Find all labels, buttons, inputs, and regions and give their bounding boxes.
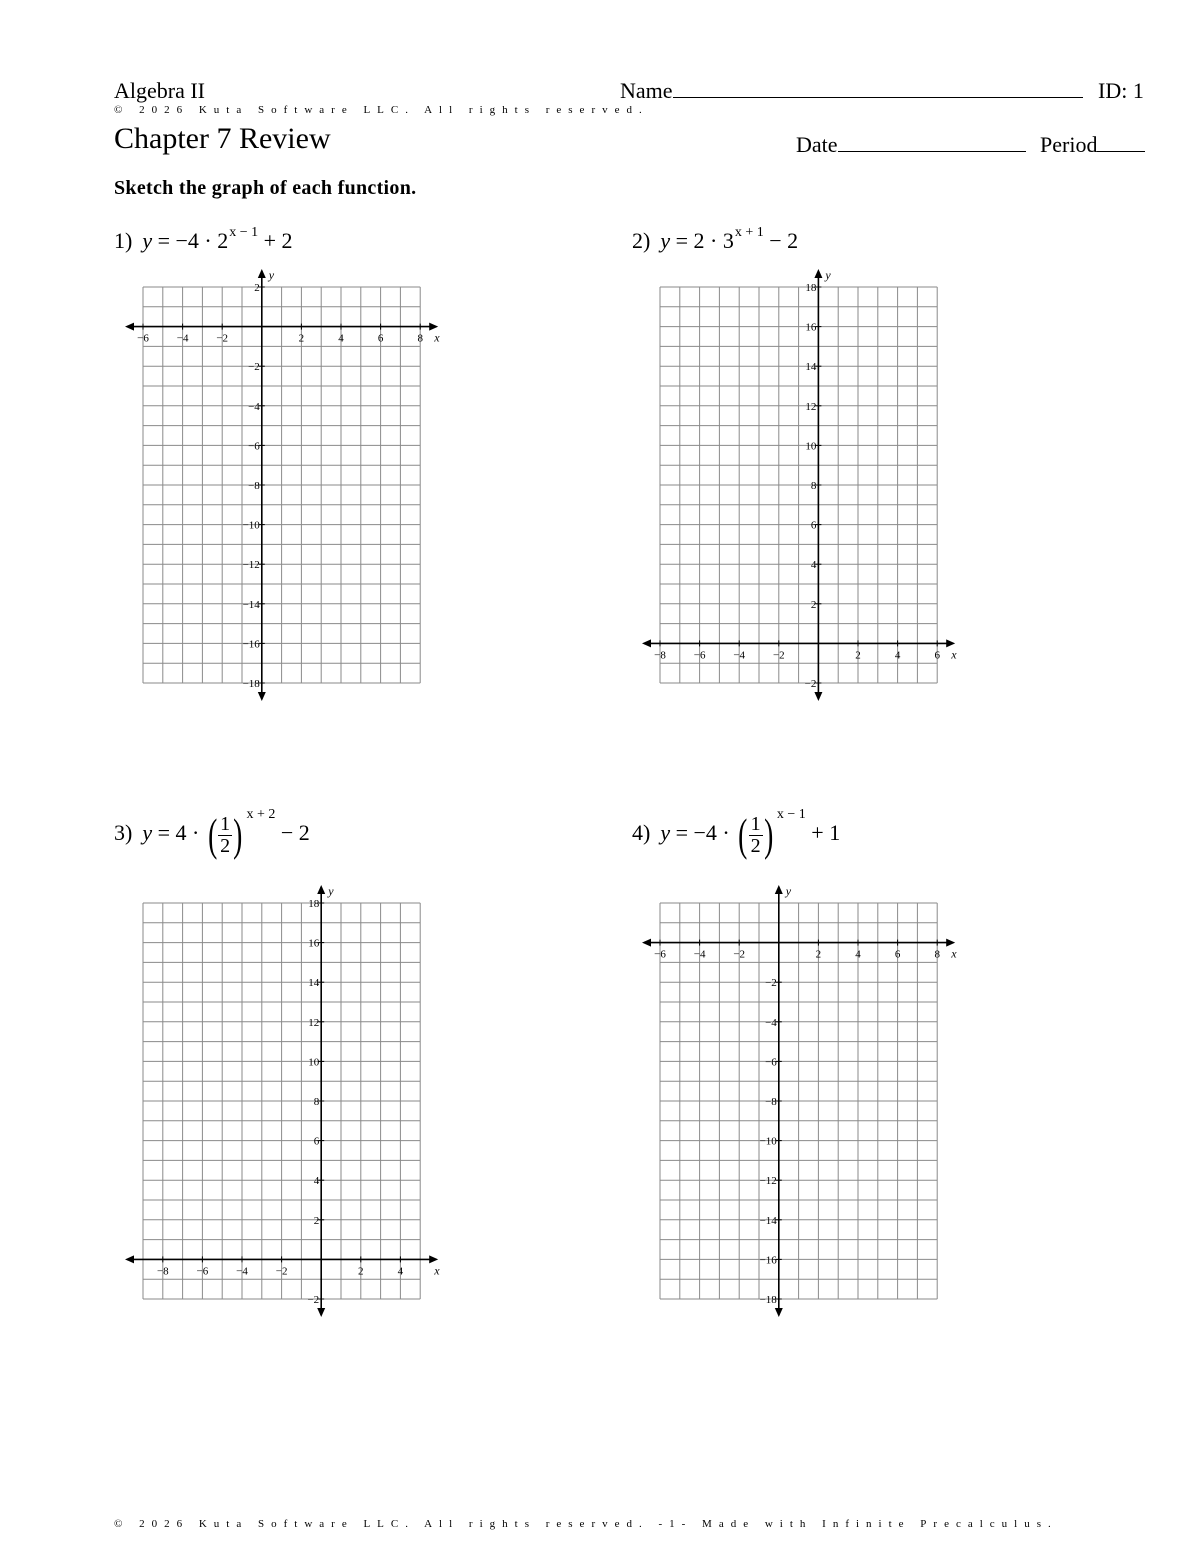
y-axis-label: y <box>785 884 792 898</box>
graph-2[interactable] <box>642 268 957 701</box>
y-tick-label: −2 <box>804 678 817 690</box>
x-tick-label: 4 <box>855 948 861 961</box>
y-axis-arrow-down <box>814 692 822 701</box>
x-tick-label: −6 <box>196 1265 209 1278</box>
y-tick-label: −6 <box>765 1056 777 1069</box>
y-axis-arrow-up <box>258 269 266 278</box>
x-tick-label: −2 <box>216 332 229 345</box>
y-tick-label: 18 <box>308 898 320 910</box>
y-tick-label: −4 <box>765 1016 777 1029</box>
problem-3-equation: 3) y = 4 · ( $\frac{1}{2}$ ) $^{x + 2}$ − 2 <box>114 807 310 860</box>
y-tick-label: 4 <box>810 559 817 572</box>
y-tick-label: −12 <box>759 1175 777 1188</box>
footer: © 2026 Kuta Software LLC. All rights reserved. -1- Made with Infinite Precalculus. <box>114 1518 1058 1530</box>
graph-3[interactable] <box>125 884 440 1317</box>
copyright-top: © 2026 Kuta Software LLC. All rights reserved. <box>114 104 649 116</box>
y-tick-label: 10 <box>805 440 817 453</box>
y-tick-label: −4 <box>248 400 260 413</box>
y-tick-label: 2 <box>313 1214 320 1227</box>
x-tick-label: −6 <box>693 649 706 662</box>
problem-2-equation: 2) $y = 2 \cdot 3^{x + 1} - 2$ <box>632 225 799 253</box>
y-axis-arrow-up <box>814 269 822 278</box>
y-tick-label: −16 <box>242 638 260 651</box>
worksheet-id: ID: 1 <box>1098 78 1144 103</box>
y-tick-label: 14 <box>308 977 320 990</box>
graph-4[interactable] <box>642 884 957 1317</box>
problem-4-equation: 4) y = −4 · ( $\frac{1}{2}$ ) $^{x - 1}$ + 1 <box>632 807 841 860</box>
y-tick-label: 16 <box>805 321 817 334</box>
x-tick-label: 8 <box>417 332 423 345</box>
y-tick-label: 16 <box>308 937 320 950</box>
y-axis-arrow-down <box>775 1308 783 1317</box>
x-tick-label: 4 <box>397 1265 404 1278</box>
page-title: Chapter 7 Review <box>114 122 331 155</box>
x-axis-arrow-left <box>642 639 651 647</box>
graph-1[interactable] <box>125 268 440 701</box>
y-axis-arrow-down <box>258 692 266 701</box>
y-tick-label: −12 <box>242 559 260 572</box>
x-tick-label: −6 <box>137 332 149 345</box>
y-axis-label: y <box>328 884 334 898</box>
course-name: Algebra II <box>114 78 206 103</box>
x-axis-arrow-left <box>125 1255 134 1263</box>
y-axis-label: y <box>825 268 831 282</box>
x-tick-label: −4 <box>733 649 746 662</box>
x-tick-label: 6 <box>934 649 940 662</box>
y-tick-label: 8 <box>810 480 817 492</box>
x-tick-label: −8 <box>654 649 666 662</box>
x-tick-label: −4 <box>236 1265 248 1278</box>
y-tick-label: 6 <box>313 1135 320 1148</box>
x-axis-arrow-right <box>429 323 438 331</box>
name-label: Name <box>620 78 673 103</box>
x-tick-label: 2 <box>298 332 305 345</box>
x-tick-label: −6 <box>654 948 666 961</box>
y-tick-label: −2 <box>307 1294 320 1306</box>
x-axis-arrow-left <box>642 939 651 947</box>
problem-1-equation: 1) $y = -4 \cdot 2^{x - 1} + 2$ <box>114 225 293 253</box>
y-axis-arrow-up <box>317 885 325 894</box>
x-axis-label: x <box>951 946 957 961</box>
y-tick-label: 2 <box>254 282 260 294</box>
y-tick-label: −10 <box>759 1135 777 1148</box>
y-tick-label: 8 <box>313 1096 320 1108</box>
y-tick-label: 12 <box>805 400 817 413</box>
x-tick-label: −4 <box>693 948 706 961</box>
x-axis-arrow-right <box>946 939 955 947</box>
x-axis-label: x <box>434 1263 440 1278</box>
y-tick-label: −8 <box>765 1096 777 1108</box>
x-tick-label: −2 <box>275 1265 288 1278</box>
y-tick-label: 10 <box>308 1056 320 1069</box>
y-tick-label: −10 <box>242 519 260 532</box>
y-tick-label: 18 <box>805 282 817 294</box>
y-axis-arrow-down <box>317 1308 325 1317</box>
x-tick-label: −8 <box>156 1265 169 1278</box>
y-tick-label: 4 <box>313 1175 320 1188</box>
x-tick-label: −2 <box>733 948 746 961</box>
y-tick-label: 12 <box>308 1016 320 1029</box>
y-tick-label: 6 <box>810 519 817 532</box>
y-tick-label: 2 <box>810 598 817 611</box>
x-axis-label: x <box>434 330 440 345</box>
date-label: Date <box>796 132 838 157</box>
x-tick-label: 4 <box>338 332 344 345</box>
x-axis-arrow-left <box>125 323 134 331</box>
y-tick-label: 14 <box>805 361 817 374</box>
y-tick-label: −8 <box>248 480 260 492</box>
y-axis-label: y <box>268 268 275 282</box>
y-tick-label: −18 <box>242 678 260 690</box>
y-tick-label: −2 <box>248 361 260 374</box>
x-axis-arrow-right <box>429 1255 438 1263</box>
y-tick-label: −14 <box>242 598 260 611</box>
y-tick-label: −6 <box>248 440 260 453</box>
instructions: Sketch the graph of each function. <box>114 177 417 199</box>
x-tick-label: 4 <box>894 649 901 662</box>
x-tick-label: 2 <box>815 948 822 961</box>
x-axis-label: x <box>951 647 957 662</box>
x-tick-label: 2 <box>855 649 861 662</box>
x-tick-label: −4 <box>176 332 189 345</box>
x-tick-label: 2 <box>358 1265 364 1278</box>
x-tick-label: 6 <box>894 948 901 961</box>
y-tick-label: −18 <box>759 1294 777 1306</box>
y-tick-label: −14 <box>759 1214 777 1227</box>
y-axis-arrow-up <box>775 885 783 894</box>
x-tick-label: −2 <box>772 649 785 662</box>
x-tick-label: 6 <box>377 332 384 345</box>
y-tick-label: −2 <box>765 977 777 990</box>
period-label: Period <box>1040 132 1098 157</box>
x-axis-arrow-right <box>946 639 955 647</box>
y-tick-label: −16 <box>759 1254 777 1267</box>
x-tick-label: 8 <box>934 948 940 961</box>
